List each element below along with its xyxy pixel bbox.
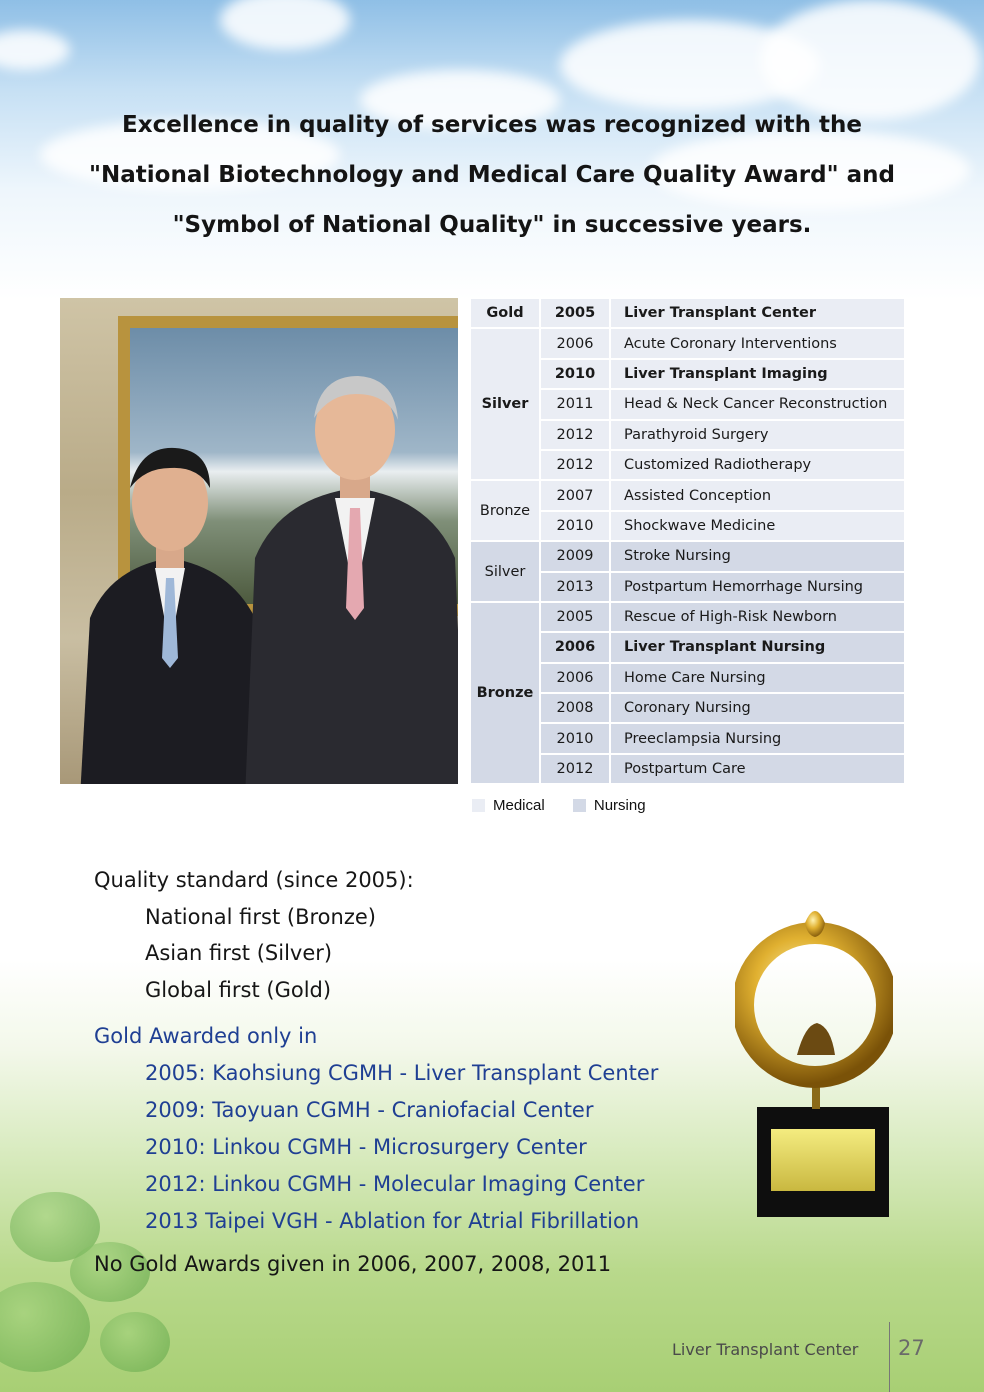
headline-line-1: Excellence in quality of services was recognized with the	[122, 112, 862, 138]
award-row	[471, 299, 906, 329]
award-year: 2011	[541, 390, 611, 420]
award-level: Bronze	[471, 481, 541, 542]
award-year: 2010	[541, 360, 611, 390]
award-level: Silver	[471, 329, 541, 481]
award-name: Home Care Nursing	[611, 664, 906, 694]
award-name: Postpartum Care	[611, 755, 906, 785]
award-row	[471, 481, 906, 511]
award-row	[471, 542, 906, 572]
award-year: 2012	[541, 421, 611, 451]
award-year: 2006	[541, 329, 611, 359]
legend-swatch-nursing	[573, 799, 586, 812]
award-row	[471, 329, 906, 359]
footer-section-title: Liver Transplant Center	[672, 1340, 859, 1359]
award-level: Silver	[471, 542, 541, 603]
headline-line-3: "Symbol of National Quality" in successive years.	[172, 212, 812, 238]
award-year: 2008	[541, 694, 611, 724]
footer-divider	[889, 1322, 890, 1392]
quality-item: National first (Bronze)	[145, 904, 376, 929]
award-name: Preeclampsia Nursing	[611, 724, 906, 754]
award-level: Gold	[471, 299, 541, 329]
award-name: Customized Radiotherapy	[611, 451, 906, 481]
award-year: 2007	[541, 481, 611, 511]
gold-item: 2010: Linkou CGMH - Microsurgery Center	[145, 1134, 587, 1159]
quality-standard	[94, 862, 414, 1009]
award-year: 2009	[541, 542, 611, 572]
headline	[60, 100, 924, 250]
gold-heading: Gold Awarded only in	[94, 1024, 318, 1048]
headline-line-2: "National Biotechnology and Medical Care Quality Award" and	[89, 162, 895, 188]
legend-swatch-medical	[472, 799, 485, 812]
award-row	[471, 603, 906, 633]
gold-item: 2005: Kaohsiung CGMH - Liver Transplant Center	[145, 1060, 659, 1085]
award-year: 2012	[541, 451, 611, 481]
legend-label-medical: Medical	[493, 796, 545, 814]
award-name: Stroke Nursing	[611, 542, 906, 572]
award-name: Liver Transplant Imaging	[611, 360, 906, 390]
award-name: Assisted Conception	[611, 481, 906, 511]
no-gold-note: No Gold Awards given in 2006, 2007, 2008, 2011	[94, 1252, 612, 1276]
award-year: 2006	[541, 633, 611, 663]
awards-table	[471, 299, 906, 785]
quality-item: Asian first (Silver)	[145, 941, 333, 966]
gold-item: 2012: Linkou CGMH - Molecular Imaging Center	[145, 1171, 645, 1196]
legend	[472, 796, 646, 814]
gold-item: 2013 Taipei VGH - Ablation for Atrial Fibrillation	[145, 1208, 640, 1233]
award-year: 2010	[541, 512, 611, 542]
legend-label-nursing: Nursing	[593, 796, 646, 814]
quality-heading: Quality standard (since 2005):	[94, 868, 414, 892]
award-year: 2005	[541, 299, 611, 329]
award-name: Head & Neck Cancer Reconstruction	[611, 390, 906, 420]
award-name: Parathyroid Surgery	[611, 421, 906, 451]
award-name: Postpartum Hemorrhage Nursing	[611, 573, 906, 603]
person-right	[240, 358, 458, 784]
gold-item: 2009: Taoyuan CGMH - Craniofacial Center	[145, 1097, 594, 1122]
award-name: Coronary Nursing	[611, 694, 906, 724]
award-name: Acute Coronary Interventions	[611, 329, 906, 359]
award-year: 2013	[541, 573, 611, 603]
award-name: Liver Transplant Center	[611, 299, 906, 329]
page-number: 27	[898, 1336, 925, 1360]
quality-item: Global first (Gold)	[145, 978, 332, 1003]
award-year: 2005	[541, 603, 611, 633]
trophy-image	[735, 895, 893, 1220]
handshake-photo	[60, 298, 458, 784]
award-name: Liver Transplant Nursing	[611, 633, 906, 663]
award-name: Rescue of High-Risk Newborn	[611, 603, 906, 633]
award-name: Shockwave Medicine	[611, 512, 906, 542]
award-year: 2006	[541, 664, 611, 694]
gold-awards-list	[94, 1018, 658, 1239]
award-year: 2012	[541, 755, 611, 785]
award-level: Bronze	[471, 603, 541, 785]
award-year: 2010	[541, 724, 611, 754]
